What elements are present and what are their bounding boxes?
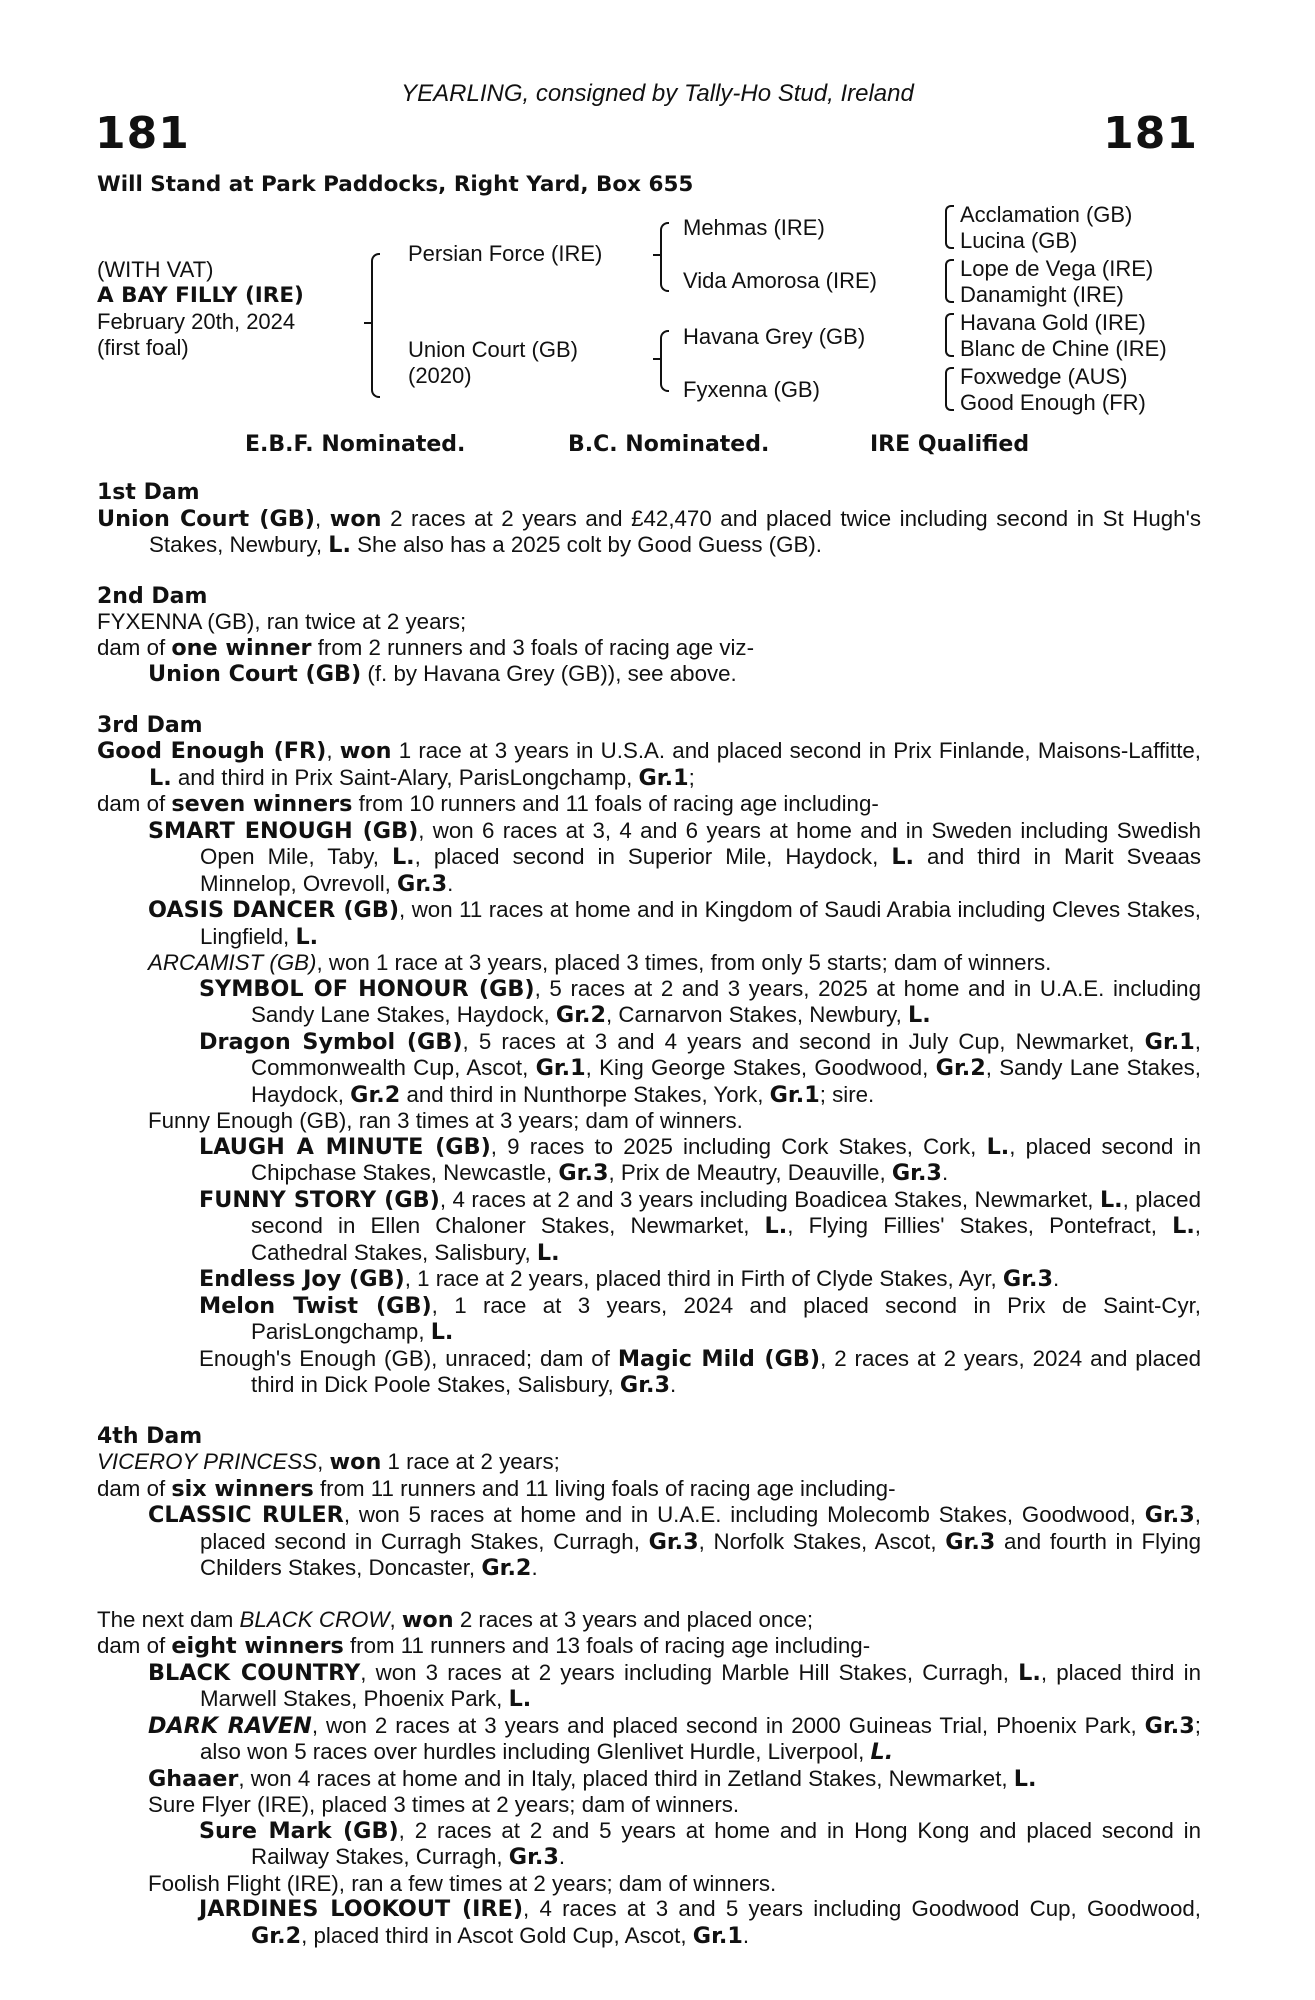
pedigree-brace-point: [364, 322, 371, 324]
emphasis-text: six winners: [171, 1475, 314, 1502]
pedigree-entry: [97, 1476, 1201, 1503]
entry-text: , 1 race at 2 years, placed third in Firth of Clyde Stakes, Ayr,: [404, 1266, 1003, 1291]
emphasis-text: Melon Twist (GB): [199, 1292, 432, 1319]
entry-text: , 5 races at 2 and 3 years, 2025 at home and in U.A.E. including Sandy Lane Stakes, Haydock,: [251, 975, 1201, 1027]
sire-name: Persian Force (IRE): [408, 241, 603, 266]
entry-text: , Sandy Lane Stakes, Haydock,: [251, 1055, 1201, 1107]
granddam-paternal: Vida Amorosa (IRE): [683, 268, 878, 293]
emphasis-text: L.: [536, 1239, 560, 1266]
emphasis-text: Dragon Symbol (GB): [199, 1028, 463, 1055]
entry-text: ; also won 5 races over hurdles including Glenlivet Hurdle, Liverpool,: [200, 1712, 1201, 1764]
entry-text: 1 race at 3 years in U.S.A. and placed second in Prix Finlande, Maisons-Laffitte,: [391, 738, 1201, 763]
entry-text: Sure Flyer (IRE), placed 3 times at 2 years; dam of winners.: [148, 1792, 740, 1817]
pedigree-brace: [371, 253, 380, 398]
emphasis-text: L.: [907, 1002, 931, 1028]
entry-text: She also has a 2025 colt by Good Guess (GB).: [350, 532, 822, 557]
emphasis-text: ARCAMIST (GB): [148, 950, 317, 975]
emphasis-text: L.: [1013, 1765, 1037, 1792]
catalogue-body: [97, 480, 1201, 1949]
great-grandparent: Foxwedge (AUS): [960, 364, 1128, 389]
entry-text: , Commonwealth Cup, Ascot,: [251, 1028, 1201, 1080]
emphasis-text: won: [329, 1449, 382, 1475]
emphasis-text: Gr.3: [558, 1160, 609, 1186]
entry-text: , Cathedral Stakes, Salisbury,: [251, 1213, 1201, 1265]
entry-text: 2 races at 3 years and placed once;: [453, 1606, 814, 1632]
emphasis-text: VICEROY PRINCESS: [97, 1449, 318, 1474]
emphasis-text: Endless Joy (GB): [199, 1266, 405, 1292]
emphasis-text: L.: [149, 764, 172, 791]
entry-text: .: [531, 1555, 538, 1580]
entry-text: .: [1053, 1266, 1060, 1291]
emphasis-text: won: [339, 738, 392, 764]
section-gap: [97, 1582, 1201, 1607]
entry-text: .: [447, 870, 454, 896]
emphasis-text: Gr.3: [891, 1160, 942, 1186]
emphasis-text: eight winners: [171, 1633, 344, 1659]
section-heading: 2nd Dam: [97, 583, 208, 609]
entry-text: , placed second in Ellen Chaloner Stakes, Newmarket,: [251, 1186, 1201, 1238]
emphasis-text: Union Court (GB): [148, 661, 362, 687]
entry-text: 2 races at 2 years and £42,470 and placed twice including second in St Hugh's Stakes, Newbury,: [149, 505, 1201, 557]
pedigree-entry: [97, 1266, 1201, 1293]
emphasis-text: Gr.1: [535, 1055, 586, 1081]
emphasis-text: Gr.2: [251, 1922, 302, 1949]
section-heading: 4th Dam: [97, 1423, 203, 1449]
entry-text: , won 5 races at home and in U.A.E. including Molecomb Stakes, Goodwood,: [343, 1502, 1145, 1527]
ire-qualified: IRE Qualified: [870, 432, 1030, 457]
emphasis-text: L.: [1172, 1213, 1195, 1239]
entry-text: , won 3 races at 2 years including Marble Hill Stakes, Curragh,: [360, 1659, 1019, 1685]
great-grandparent: Lucina (GB): [960, 228, 1078, 253]
entry-text: , 1 race at 3 years, 2024 and placed second in Prix de Saint-Cyr, ParisLongchamp,: [251, 1292, 1202, 1344]
emphasis-text: Gr.3: [945, 1528, 996, 1555]
entry-text: ,: [314, 505, 330, 531]
pedigree-entry: [97, 1293, 1201, 1346]
emphasis-text: SYMBOL OF HONOUR (GB): [199, 975, 535, 1002]
bc-nomination: B.C. Nominated.: [568, 432, 770, 457]
grandsire-paternal: Mehmas (IRE): [683, 215, 825, 240]
entry-text: .: [670, 1372, 677, 1397]
entry-text: , placed second in Superior Mile, Haydock,: [414, 844, 892, 869]
entry-text: , won 4 races at home and in Italy, placed third in Zetland Stakes, Newmarket,: [238, 1765, 1014, 1791]
dam-brace-point: [653, 358, 660, 360]
dam-brace: [660, 330, 669, 392]
emphasis-text: Gr.3: [1144, 1502, 1195, 1528]
section-heading: 1st Dam: [97, 480, 200, 505]
entry-text: and third in Nunthorpe Stakes, York,: [400, 1081, 770, 1107]
entry-text: , placed second in Curragh Stakes, Curragh,: [200, 1502, 1201, 1554]
entry-text: , won 1 race at 3 years, placed 3 times, from only 5 starts; dam of winners.: [316, 950, 1052, 975]
emphasis-text: CLASSIC RULER: [148, 1502, 344, 1528]
emphasis-text: Gr.3: [397, 870, 448, 897]
entry-text: , Flying Fillies' Stakes, Pontefract,: [787, 1213, 1173, 1238]
entry-text: , 2 races at 2 years, 2024 and placed third in Dick Poole Stakes, Salisbury,: [251, 1345, 1201, 1397]
emphasis-text: seven winners: [171, 791, 353, 817]
emphasis-text: Union Court (GB): [97, 505, 315, 532]
emphasis-text: JARDINES LOOKOUT (IRE): [199, 1896, 524, 1922]
pedigree-entry: [97, 1896, 1201, 1949]
entry-text: , placed third in Ascot Gold Cup, Ascot,: [301, 1922, 693, 1948]
emphasis-text: won: [329, 505, 382, 532]
dam-name: Union Court (GB): [408, 337, 578, 362]
lot-number-right: 181: [1103, 108, 1198, 159]
lot-name: A BAY FILLY (IRE): [97, 283, 304, 308]
emphasis-text: L.: [986, 1133, 1010, 1160]
pedigree-entry: [97, 635, 1201, 662]
entry-text: from 10 runners and 11 foals of racing age including-: [352, 791, 879, 816]
entry-text: ,: [317, 1449, 330, 1474]
emphasis-text: Gr.2: [481, 1555, 532, 1581]
emphasis-text: Gr.2: [555, 1002, 607, 1028]
great-grandparent: Good Enough (FR): [960, 390, 1146, 415]
emphasis-text: BLACK CROW: [239, 1606, 390, 1632]
entry-text: , 2 races at 2 and 5 years at home and in Hong Kong and placed second in Railway Stakes, Curragh,: [251, 1817, 1202, 1869]
granddam-maternal: Fyxenna (GB): [683, 377, 820, 402]
entry-text: FYXENNA (GB), ran twice at 2 years;: [97, 609, 467, 634]
entry-text: 1 race at 2 years;: [381, 1449, 560, 1474]
emphasis-text: Gr.1: [638, 764, 689, 791]
great-grandparent: Danamight (IRE): [960, 282, 1124, 307]
emphasis-text: DARK RAVEN: [148, 1712, 312, 1739]
catalogue-header: YEARLING, consigned by Tally-Ho Stud, Ireland: [401, 80, 914, 107]
g-brace-3: [945, 313, 954, 357]
entry-text: and third in Marit Sveaas Minnelop, Ovrevoll,: [200, 844, 1201, 896]
entry-text: Enough's Enough (GB), unraced; dam of: [199, 1345, 618, 1371]
pedigree-entry: [97, 1713, 1201, 1766]
entry-text: , won 11 races at home and in Kingdom of Saudi Arabia including Cleves Stakes, Lingfield,: [200, 897, 1201, 949]
emphasis-text: Magic Mild (GB): [617, 1345, 821, 1372]
entry-text: from 11 runners and 11 living foals of racing age including-: [313, 1475, 896, 1501]
entry-text: ,: [389, 1606, 402, 1632]
grandsire-maternal: Havana Grey (GB): [683, 324, 866, 349]
stand-location: Will Stand at Park Paddocks, Right Yard, Box 655: [97, 172, 694, 197]
emphasis-text: Gr.1: [692, 1922, 743, 1949]
entry-text: from 2 runners and 3 foals of racing age viz-: [311, 634, 754, 660]
emphasis-text: Gr.3: [1144, 1712, 1195, 1739]
pedigree-entry: [97, 1766, 1201, 1793]
pedigree-entry: [97, 1818, 1201, 1871]
section-heading: 3rd Dam: [97, 712, 203, 738]
g-brace-4: [945, 367, 954, 411]
entry-text: , 4 races at 3 and 5 years including Goodwood Cup, Goodwood,: [523, 1896, 1201, 1921]
pedigree-entry: [97, 609, 1201, 635]
entry-text: dam of: [97, 1633, 172, 1658]
emphasis-text: one winner: [171, 634, 312, 661]
emphasis-text: Ghaaer: [148, 1765, 239, 1792]
emphasis-text: L.: [1099, 1186, 1123, 1213]
section-gap: [97, 1399, 1201, 1424]
pedigree-entry: [97, 1108, 1201, 1134]
emphasis-text: Gr.2: [350, 1081, 401, 1108]
vat-note: (WITH VAT): [97, 257, 214, 282]
pedigree-entry: [97, 1187, 1201, 1267]
entry-text: , Norfolk Stakes, Ascot,: [698, 1528, 946, 1554]
entry-text: , 4 races at 2 and 3 years including Boadicea Stakes, Newmarket,: [439, 1186, 1100, 1212]
entry-text: .: [941, 1160, 949, 1185]
sire-brace-point: [653, 254, 660, 256]
emphasis-text: Good Enough (FR): [97, 738, 327, 764]
pedigree-entry: [97, 1502, 1201, 1582]
entry-text: .: [742, 1922, 750, 1948]
emphasis-text: L.: [430, 1319, 454, 1345]
emphasis-text: FUNNY STORY (GB): [199, 1186, 440, 1213]
pedigree-entry: [97, 661, 1201, 688]
entry-text: ,: [326, 738, 340, 763]
pedigree-entry: [97, 1660, 1201, 1713]
entry-text: from 11 runners and 13 foals of racing age including-: [343, 1633, 871, 1658]
entry-text: , Prix de Meautry, Deauville,: [608, 1160, 892, 1185]
emphasis-text: Gr.2: [935, 1055, 986, 1081]
pedigree-entry: [97, 1134, 1201, 1187]
pedigree-entry: [97, 897, 1201, 950]
emphasis-text: L.: [508, 1686, 532, 1712]
foal-note: (first foal): [97, 335, 189, 360]
entry-text: (f. by Havana Grey (GB)), see above.: [361, 661, 737, 686]
pedigree-entry: [97, 1346, 1201, 1399]
emphasis-text: L.: [891, 844, 914, 870]
ebf-nomination: E.B.F. Nominated.: [245, 432, 466, 457]
entry-text: The next dam: [97, 1606, 240, 1632]
entry-text: , 9 races to 2025 including Cork Stakes, Cork,: [490, 1133, 987, 1159]
emphasis-text: won: [401, 1606, 454, 1633]
great-grandparent: Havana Gold (IRE): [960, 310, 1146, 335]
pedigree-entry: [97, 506, 1201, 559]
emphasis-text: L.: [328, 532, 351, 558]
section-gap: [97, 559, 1201, 584]
emphasis-text: Gr.3: [619, 1372, 670, 1398]
entry-text: Funny Enough (GB), ran 3 times at 3 years; dam of winners.: [148, 1108, 743, 1133]
emphasis-text: SMART ENOUGH (GB): [148, 817, 419, 844]
foaling-date: February 20th, 2024: [97, 309, 296, 334]
entry-text: dam of: [97, 791, 172, 816]
pedigree-entry: [97, 1607, 1201, 1634]
great-grandparent: Blanc de Chine (IRE): [960, 336, 1167, 361]
entry-text: and third in Prix Saint-Alary, ParisLongchamp,: [171, 764, 639, 790]
g-brace-1: [945, 205, 954, 249]
entry-text: , Carnarvon Stakes, Newbury,: [606, 1002, 908, 1027]
emphasis-text: L.: [295, 923, 319, 950]
great-grandparent: Lope de Vega (IRE): [960, 256, 1154, 281]
entry-text: , 5 races at 3 and 4 years and second in July Cup, Newmarket,: [462, 1028, 1145, 1054]
entry-text: , won 6 races at 3, 4 and 6 years at home and in Sweden including Swedish Open Mile, Taby,: [200, 817, 1201, 869]
emphasis-text: Gr.1: [1144, 1028, 1195, 1055]
emphasis-text: L.: [764, 1213, 788, 1239]
entry-text: .: [558, 1844, 566, 1869]
great-grandparent: Acclamation (GB): [960, 202, 1133, 227]
pedigree-entry: [97, 1449, 1201, 1476]
emphasis-text: Gr.1: [769, 1081, 820, 1108]
pedigree-entry: [97, 738, 1201, 791]
dam-year: (2020): [408, 363, 472, 388]
pedigree-entry: [97, 1792, 1201, 1818]
emphasis-text: L.: [391, 844, 415, 870]
pedigree-entry: [97, 976, 1201, 1029]
entry-text: dam of: [97, 1475, 172, 1501]
emphasis-text: BLACK COUNTRY: [148, 1659, 361, 1686]
pedigree-entry: [97, 1029, 1201, 1109]
emphasis-text: L.: [1018, 1659, 1041, 1686]
pedigree-entry: [97, 1871, 1201, 1897]
g-brace-2: [945, 259, 954, 303]
entry-text: ;: [688, 764, 695, 790]
entry-text: , placed second in Chipchase Stakes, Newcastle,: [251, 1133, 1201, 1185]
entry-text: , placed third in Marwell Stakes, Phoenix Park,: [200, 1659, 1201, 1711]
emphasis-text: OASIS DANCER (GB): [148, 897, 400, 923]
pedigree-entry: [97, 791, 1201, 818]
entry-text: ; sire.: [819, 1081, 875, 1107]
entry-text: , won 2 races at 3 years and placed second in 2000 Guineas Trial, Phoenix Park,: [311, 1712, 1145, 1738]
pedigree-entry: [97, 1633, 1201, 1660]
emphasis-text: LAUGH A MINUTE (GB): [199, 1133, 491, 1160]
sire-brace: [660, 222, 669, 292]
pedigree-entry: [97, 950, 1201, 976]
pedigree-entry: [97, 818, 1201, 898]
entry-text: dam of: [97, 634, 172, 660]
section-gap: [97, 688, 1201, 713]
lot-number-left: 181: [95, 108, 190, 159]
entry-text: Foolish Flight (IRE), ran a few times at 2 years; dam of winners.: [148, 1870, 777, 1896]
entry-text: and fourth in Flying Childers Stakes, Doncaster,: [200, 1528, 1202, 1580]
emphasis-text: Gr.3: [1002, 1266, 1054, 1292]
emphasis-text: Gr.3: [648, 1528, 699, 1555]
entry-text: , King George Stakes, Goodwood,: [585, 1055, 936, 1080]
emphasis-text: L.: [870, 1739, 894, 1765]
emphasis-text: Gr.3: [508, 1844, 559, 1870]
emphasis-text: Sure Mark (GB): [199, 1817, 399, 1844]
